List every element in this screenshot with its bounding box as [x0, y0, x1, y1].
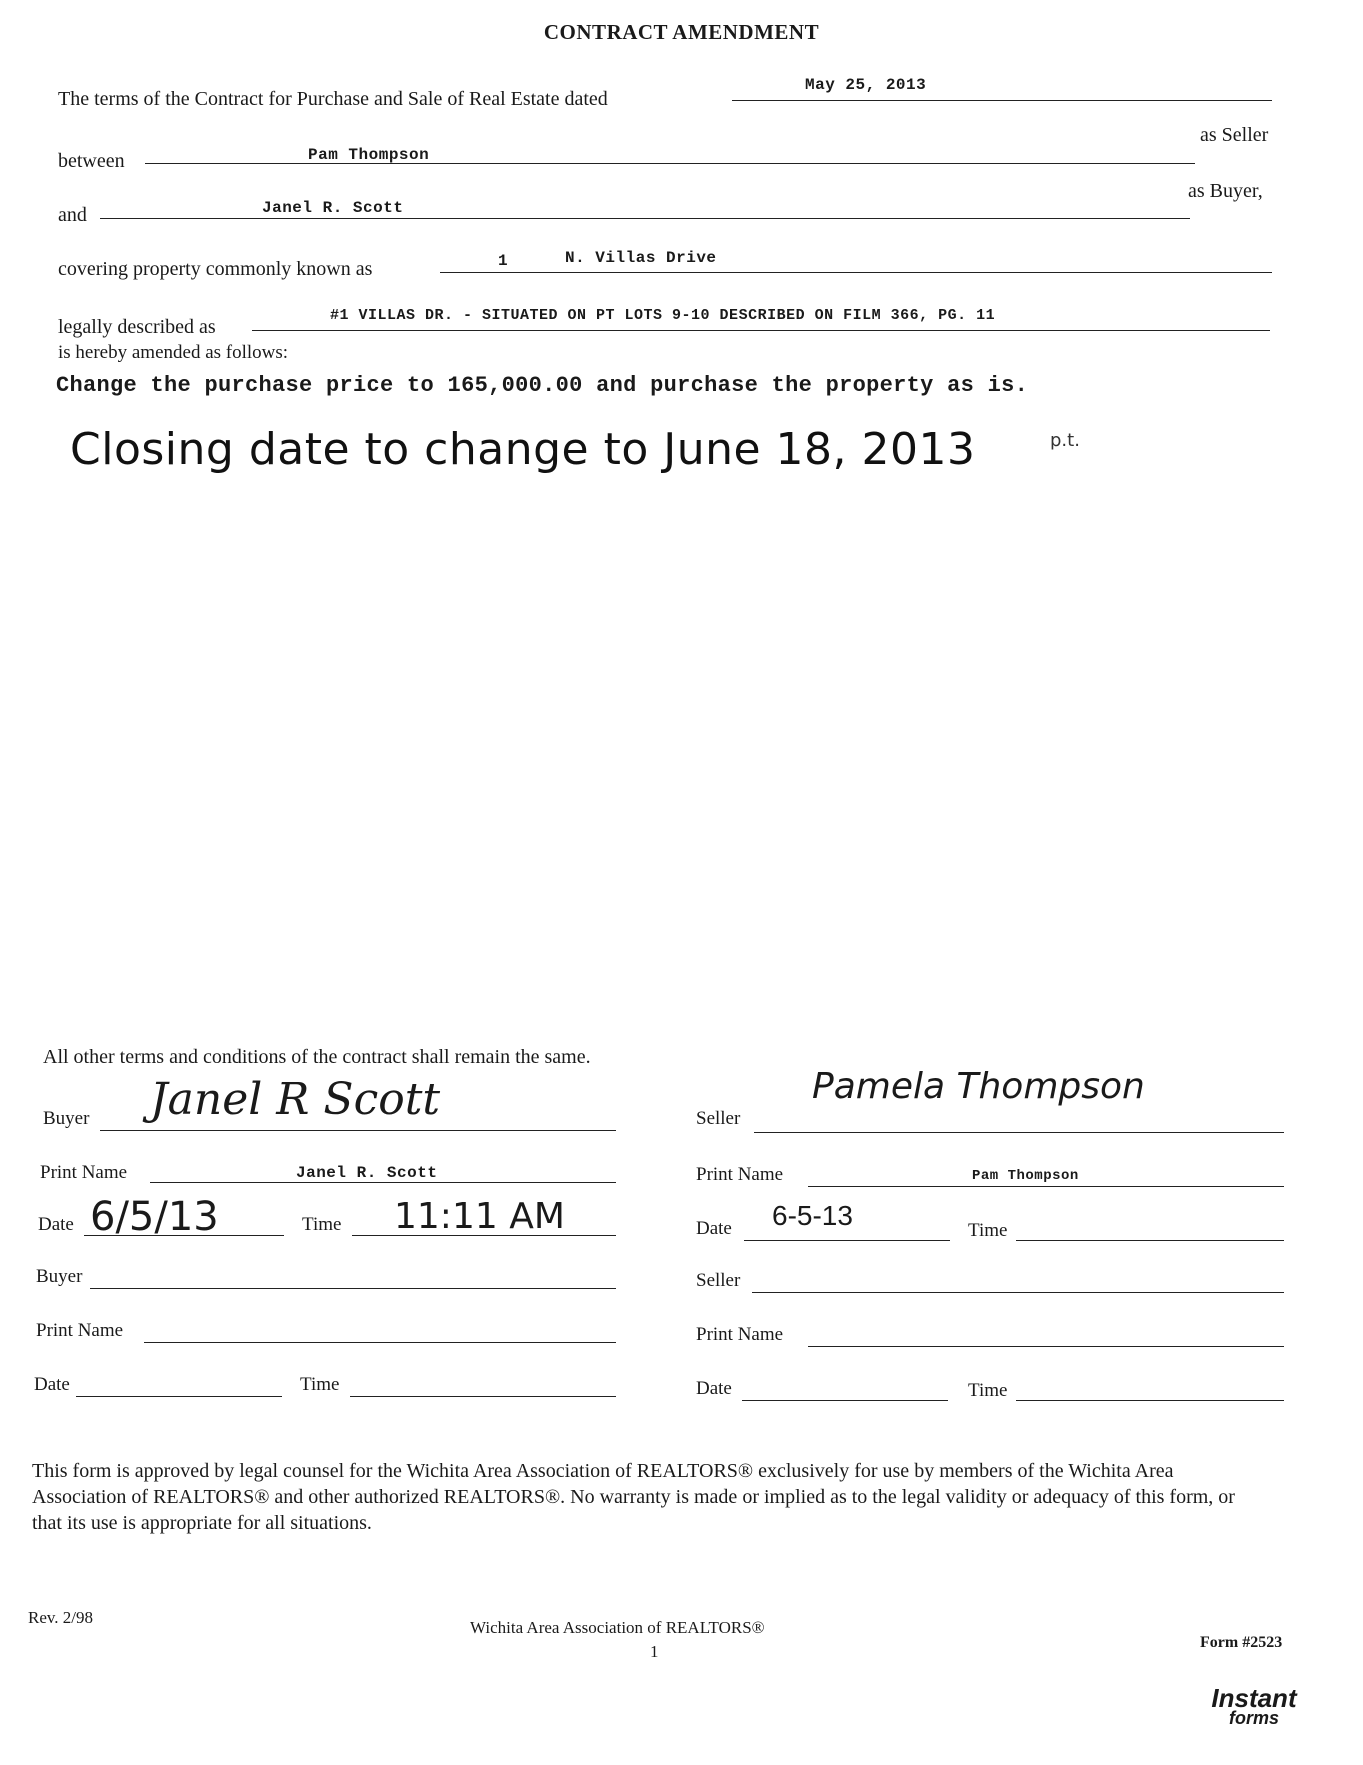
legal-description: #1 VILLAS DR. - SITUATED ON PT LOTS 9-10 DESCRIBED ON FILM 366, PG. 11 [330, 307, 996, 324]
logo-top-text: Instant [1211, 1683, 1297, 1713]
buyer1-print-name-line [150, 1182, 616, 1183]
seller2-time-label: Time [968, 1380, 1008, 1401]
revision-label: Rev. 2/98 [28, 1608, 94, 1627]
legal-disclaimer: This form is approved by legal counsel for the Wichita Area Association of REALTORS® exclusively for use by members of the Wichita Area Association of REALTORS® and other authorized REALTORS®. No warranty is made or implied as to the legal validity or adequacy of this form, or that its use is appropriate for all situations. [32, 1460, 1235, 1534]
footer-association: Wichita Area Association of REALTORS® [470, 1618, 765, 1637]
seller1-date: 6-5-13 [772, 1200, 853, 1231]
page-number: 1 [650, 1642, 659, 1661]
property-label: covering property commonly known as [58, 258, 373, 280]
amendment-handwritten: Closing date to change to June 18, 2013 [70, 424, 976, 475]
buyer2-time-line [350, 1396, 616, 1397]
instant-forms-logo [1184, 1683, 1324, 1728]
buyer2-print-name-line [144, 1342, 616, 1343]
seller1-date-line [744, 1240, 950, 1241]
seller2-date-label: Date [696, 1378, 732, 1399]
buyer1-print-name-label: Print Name [40, 1162, 128, 1183]
between-label: between [58, 150, 125, 172]
seller1-print-name-label: Print Name [696, 1164, 784, 1185]
buyer2-date-line [76, 1396, 282, 1397]
seller2-time-line [1016, 1400, 1284, 1401]
seller2-label: Seller [696, 1270, 741, 1291]
seller-name-line [145, 163, 1195, 164]
buyer-name-typed: Janel R. Scott [262, 199, 404, 217]
buyer1-date-label: Date [38, 1214, 74, 1235]
document-title: CONTRACT AMENDMENT [543, 20, 820, 44]
amendment-initials: p.t. [1050, 430, 1080, 451]
and-label: and [58, 204, 87, 226]
buyer2-time-label: Time [300, 1374, 340, 1395]
seller1-time-label: Time [968, 1220, 1008, 1241]
buyer2-date-label: Date [34, 1374, 70, 1395]
buyer2-signature-line [90, 1288, 616, 1289]
property-line [440, 272, 1272, 273]
property-number: 1 [498, 252, 509, 270]
seller2-print-name-line [808, 1346, 1284, 1347]
buyer1-signature: Janel R Scott [150, 1074, 441, 1125]
buyer1-time-label: Time [302, 1214, 342, 1235]
seller-name-typed: Pam Thompson [308, 146, 430, 164]
buyer2-label: Buyer [36, 1266, 83, 1287]
as-seller-label: as Seller [1200, 124, 1269, 146]
seller1-print-name: Pam Thompson [972, 1168, 1079, 1184]
seller2-print-name-label: Print Name [696, 1324, 784, 1345]
contract-date-line [732, 100, 1272, 101]
buyer1-print-name: Janel R. Scott [296, 1164, 438, 1182]
buyer1-label: Buyer [43, 1108, 90, 1129]
property-street: N. Villas Drive [565, 249, 717, 267]
seller2-signature-line [752, 1292, 1284, 1293]
seller1-date-label: Date [696, 1218, 732, 1239]
terms-label: The terms of the Contract for Purchase and Sale of Real Estate dated [58, 88, 608, 110]
other-terms-statement: All other terms and conditions of the contract shall remain the same. [43, 1046, 591, 1068]
seller1-signature-line [754, 1132, 1284, 1133]
buyer-name-line [100, 218, 1190, 219]
buyer1-time: 11:11 AM [394, 1196, 565, 1237]
amendment-typed: Change the purchase price to 165,000.00 and purchase the property as is. [56, 373, 1029, 398]
logo-bottom-text: forms [1228, 1708, 1279, 1728]
legal-label: legally described as [58, 316, 216, 338]
seller1-time-line [1016, 1240, 1284, 1241]
buyer1-signature-line [100, 1130, 616, 1131]
amended-label: is hereby amended as follows: [58, 342, 289, 363]
as-buyer-label: as Buyer, [1188, 180, 1263, 202]
form-number: Form #2523 [1200, 1634, 1283, 1651]
buyer2-print-name-label: Print Name [36, 1320, 124, 1341]
buyer1-date: 6/5/13 [90, 1194, 219, 1240]
seller2-date-line [742, 1400, 948, 1401]
legal-line [252, 330, 1270, 331]
contract-date: May 25, 2013 [805, 76, 927, 94]
seller1-label: Seller [696, 1108, 741, 1129]
seller1-print-name-line [808, 1186, 1284, 1187]
seller1-signature: Pamela Thompson [812, 1066, 1145, 1107]
